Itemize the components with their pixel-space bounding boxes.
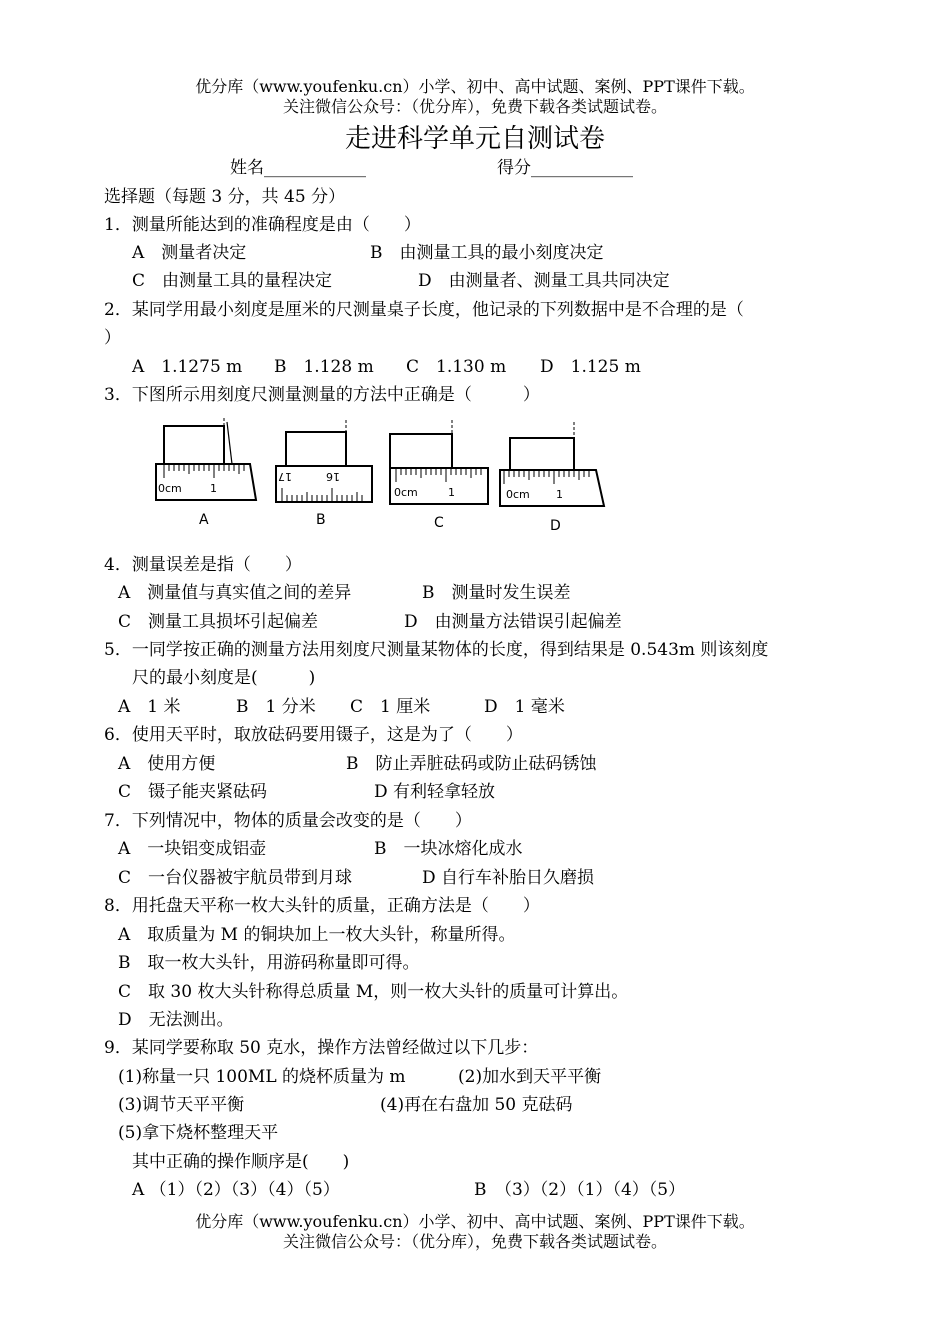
question-9-option-b: B （3）（2）（1）（4）（5） (474, 1180, 686, 1200)
footer-line-2: 关注微信公众号：（优分库），免费下载各类试题试卷。 (282, 1232, 667, 1251)
question-6-stem: 6．使用天平时，取放砝码要用镊子，这是为了（ ） (104, 725, 523, 745)
ruler-d-label: D (550, 518, 561, 534)
question-1-option-d: D 由测量者、测量工具共同决定 (418, 271, 670, 291)
question-8-option-c: C 取 30 枚大头针称得总质量 M，则一枚大头针的质量可计算出。 (118, 982, 629, 1002)
ruler-option-a (156, 418, 256, 528)
question-7-option-b: B 一块冰熔化成水 (374, 839, 523, 859)
question-6-option-c: C 镊子能夹紧砝码 (118, 782, 268, 802)
question-4-option-a: A 测量值与真实值之间的差异 (118, 583, 352, 603)
question-5-option-d: D 1 毫米 (484, 697, 565, 717)
question-8-stem: 8．用托盘天平称一枚大头针的质量，正确方法是（ ） (104, 896, 540, 916)
question-9-step-5: (5)拿下烧杯整理天平 (118, 1123, 279, 1143)
ruler-b-16-label: 16 (326, 470, 340, 483)
ruler-b-label: B (316, 512, 326, 528)
question-2-option-a: A 1.1275 m (132, 357, 243, 377)
ruler-c-label: C (434, 515, 444, 531)
question-9-ask: 其中正确的操作顺序是( ) (132, 1152, 350, 1172)
section-heading: 选择题（每题 3 分，共 45 分） (104, 187, 346, 207)
question-2-option-d: D 1.125 m (540, 357, 641, 377)
ruler-option-c (390, 420, 488, 531)
ruler-a-one-label: 1 (210, 482, 217, 495)
question-9-step-2: (2)加水到天平平衡 (458, 1067, 602, 1087)
question-2-stem-cont: ） (104, 328, 121, 348)
question-3-stem: 3．下图所示用刻度尺测量测量的方法中正确是（ ） (104, 385, 540, 405)
name-field: 姓名____________ (230, 158, 366, 178)
ruler-a-zero-label: 0cm (158, 482, 182, 495)
question-8-option-d: D 无法测出。 (118, 1010, 234, 1030)
question-2-option-c: C 1.130 m (406, 357, 507, 377)
question-1-option-b: B 由测量工具的最小刻度决定 (370, 243, 604, 263)
question-9-step-1: (1)称量一只 100ML 的烧杯质量为 m (118, 1067, 406, 1087)
question-9-step-3: (3)调节天平平衡 (118, 1095, 245, 1115)
header-line-1: 优分库（www.youfenku.cn）小学、初中、高中试题、案例、PPT课件下载。 (195, 77, 755, 96)
question-6-option-d: D 有利轻拿轻放 (374, 782, 496, 802)
question-4-option-d: D 由测量方法错误引起偏差 (404, 612, 622, 632)
question-4-option-b: B 测量时发生误差 (422, 583, 571, 603)
question-8-option-b: B 取一枚大头针，用游码称量即可得。 (118, 953, 420, 973)
ruler-option-b (276, 420, 372, 528)
page-title: 走进科学单元自测试卷 (344, 124, 605, 154)
question-5-option-b: B 1 分米 (236, 697, 316, 717)
question-4-option-c: C 测量工具损坏引起偏差 (118, 612, 319, 632)
question-5-option-a: A 1 米 (118, 697, 181, 717)
question-7-option-c: C 一台仪器被宇航员带到月球 (118, 868, 353, 888)
question-1-stem: 1．测量所能达到的准确程度是由（ ） (104, 215, 421, 235)
ruler-c-zero-label: 0cm (394, 486, 418, 499)
question-7-option-d: D 自行车补胎日久磨损 (422, 868, 595, 888)
footer-line-1: 优分库（www.youfenku.cn）小学、初中、高中试题、案例、PPT课件下载。 (195, 1212, 755, 1231)
question-6-option-a: A 使用方便 (118, 754, 216, 774)
question-9-stem: 9．某同学要称取 50 克水，操作方法曾经做过以下几步： (104, 1038, 539, 1058)
score-field: 得分____________ (497, 158, 633, 178)
ruler-measurement-figure (152, 418, 622, 543)
question-5-option-c: C 1 厘米 (350, 697, 431, 717)
question-7-option-a: A 一块铝变成铝壶 (118, 839, 267, 859)
question-1-option-c: C 由测量工具的量程决定 (132, 271, 333, 291)
question-1-option-a: A 测量者决定 (132, 243, 247, 263)
header-line-2: 关注微信公众号：（优分库），免费下载各类试题试卷。 (282, 97, 667, 116)
question-6-option-b: B 防止弄脏砝码或防止砝码锈蚀 (346, 754, 597, 774)
ruler-d-zero-label: 0cm (506, 488, 530, 501)
ruler-b-17-label: 17 (278, 470, 292, 483)
question-9-option-a: A （1）（2）（3）（4）（5） (132, 1180, 340, 1200)
ruler-a-label: A (199, 512, 209, 528)
question-5-stem-cont: 尺的最小刻度是( ) (132, 668, 316, 688)
question-4-stem: 4．测量误差是指（ ） (104, 555, 302, 575)
question-2-stem: 2．某同学用最小刻度是厘米的尺测量桌子长度，他记录的下列数据中是不合理的是（ (104, 300, 744, 320)
question-9-step-4: (4)再在右盘加 50 克砝码 (380, 1095, 573, 1115)
question-5-stem: 5．一同学按正确的测量方法用刻度尺测量某物体的长度，得到结果是 0.543m 则该刻度 (104, 640, 769, 660)
ruler-c-one-label: 1 (448, 486, 455, 499)
ruler-option-d (500, 422, 604, 534)
question-2-option-b: B 1.128 m (274, 357, 374, 377)
question-7-stem: 7．下列情况中，物体的质量会改变的是（ ） (104, 811, 472, 831)
ruler-d-one-label: 1 (556, 488, 563, 501)
question-8-option-a: A 取质量为 M 的铜块加上一枚大头针，称量所得。 (118, 925, 516, 945)
